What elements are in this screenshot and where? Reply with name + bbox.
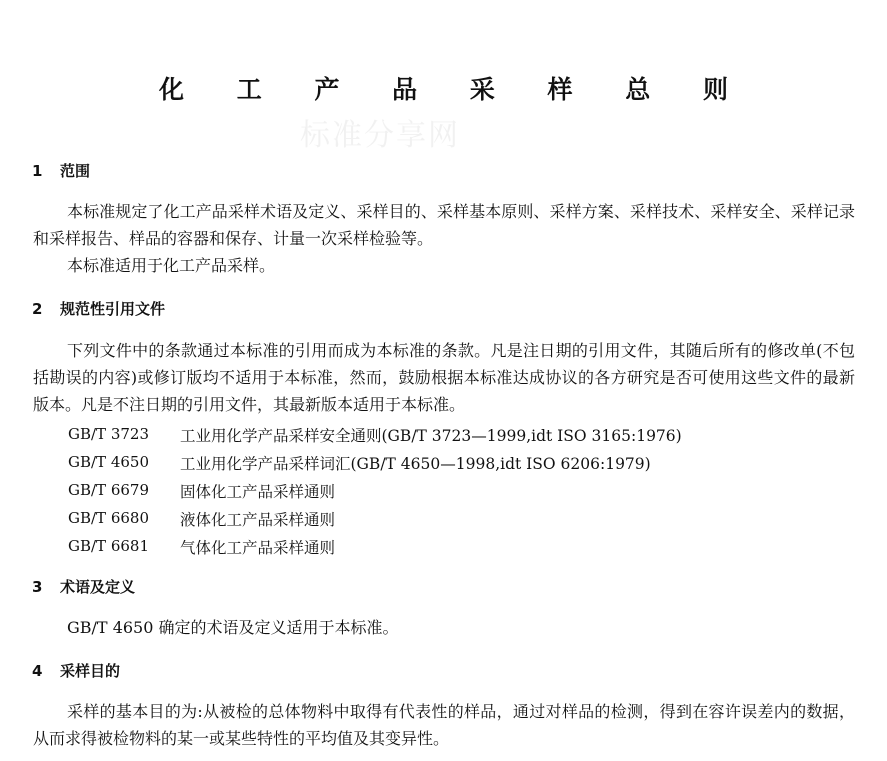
reference-title: 气体化工产品采样通则	[180, 539, 336, 557]
section-3-heading	[32, 576, 135, 597]
reference-title: 固体化工产品采样通则	[180, 483, 336, 501]
section-number: 3	[32, 578, 43, 596]
section-number: 4	[32, 662, 43, 680]
section-title: 范围	[60, 162, 91, 180]
section-2-paragraph-1: 下列文件中的条款通过本标准的引用而成为本标准的条款。凡是注日期的引用文件，其随后所有的修改单(不包括勘误的内容)或修订版均不适用于本标准，然而，鼓励根据本标准达成协议的各方研究是否可使用这些文件的最新版本。凡是不注日期的引用文件，其最新版本适用于本标准。	[33, 341, 855, 414]
section-2-heading	[32, 298, 165, 319]
reference-title: 工业用化学产品采样词汇(GB/T 4650—1998,idt ISO 6206:1979)	[180, 455, 651, 473]
watermark-text: 标准分享网	[300, 118, 460, 153]
section-title: 术语及定义	[60, 578, 136, 596]
section-3-paragraph-1: GB/T 4650 确定的术语及定义适用于本标准。	[67, 618, 399, 637]
reference-code: GB/T 4650	[68, 453, 150, 471]
section-1-heading	[32, 160, 90, 181]
document-title: 化 工 产 品 采 样 总 则	[159, 75, 750, 104]
section-1-paragraph-2: 本标准适用于化工产品采样。	[67, 256, 276, 275]
reference-code: GB/T 6680	[68, 509, 150, 527]
reference-title: 液体化工产品采样通则	[180, 511, 336, 529]
section-1-paragraph-1: 本标准规定了化工产品采样术语及定义、采样目的、采样基本原则、采样方案、采样技术、采样安全、采样记录和采样报告、样品的容器和保存、计量一次采样检验等。	[33, 202, 855, 248]
section-title: 采样目的	[60, 662, 121, 680]
reference-code: GB/T 6681	[68, 537, 150, 555]
section-4-heading	[32, 660, 120, 681]
section-number: 2	[32, 300, 43, 318]
section-number: 1	[32, 162, 43, 180]
section-title: 规范性引用文件	[60, 300, 166, 318]
reference-code: GB/T 6679	[68, 481, 150, 499]
reference-title: 工业用化学产品采样安全通则(GB/T 3723—1999,idt ISO 3165:1976)	[180, 427, 682, 445]
reference-code: GB/T 3723	[68, 425, 150, 443]
section-4-paragraph-1: 采样的基本目的为:从被检的总体物料中取得有代表性的样品，通过对样品的检测，得到在容许误差内的数据，从而求得被检物料的某一或某些特性的平均值及其变异性。	[33, 702, 855, 748]
